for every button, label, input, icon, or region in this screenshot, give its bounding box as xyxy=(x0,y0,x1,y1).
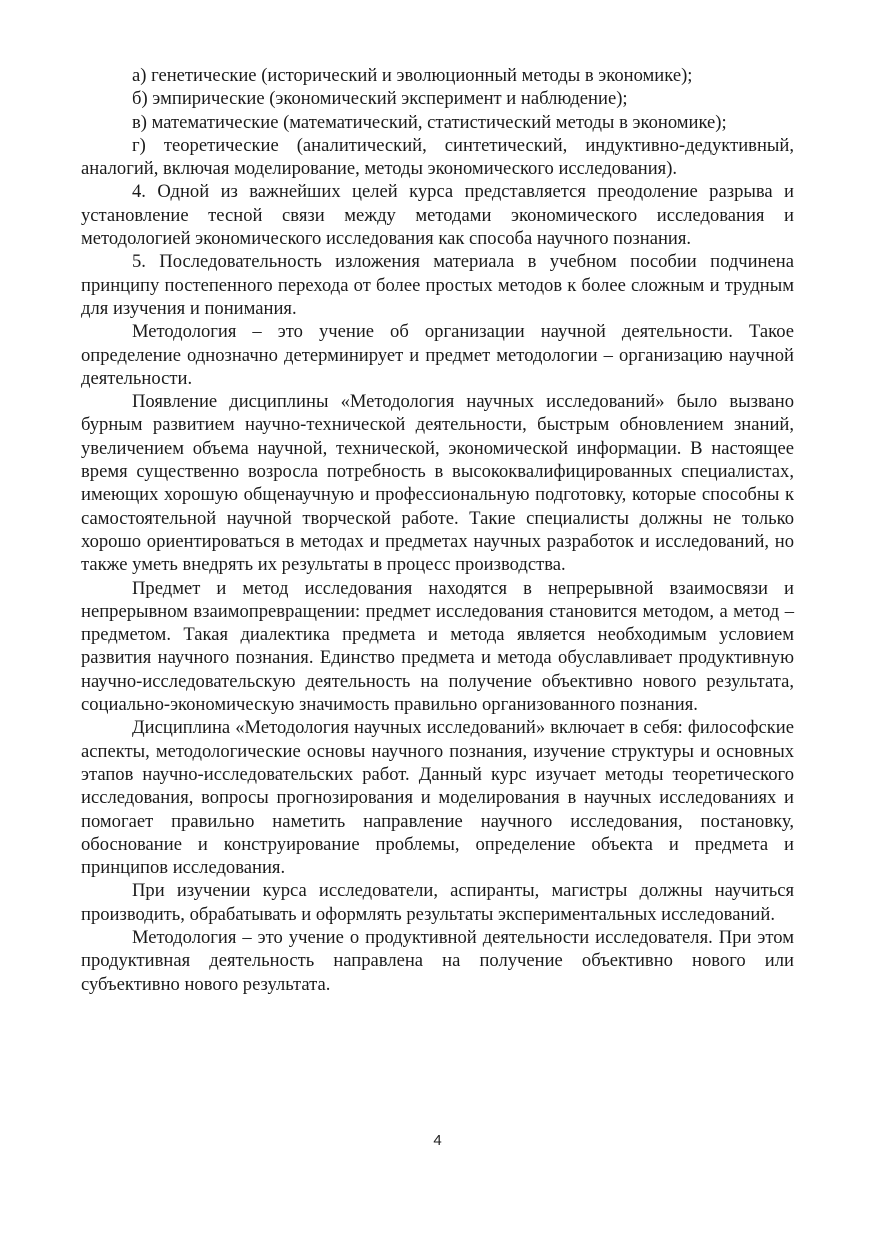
page-body xyxy=(81,64,794,996)
paragraph-discipline-content: Дисциплина «Методология научных исследований» включает в себя: философские аспекты, методологические основы научного познания, изучение структуры и основных этапов научно-исследовательских работ. Данный курс изучает методы теоретического исследования, вопросы прогнозирования и моделирования в научных исследованиях и помогает правильно наметить направление научного исследования, постановку, обоснование и конструирование проблемы, определение объекта и предмета и принципов исследования. xyxy=(81,717,794,879)
list-item-theoretical: г) теоретические (аналитический, синтетический, индуктивно-дедуктивный, аналогий, включая моделирование, методы экономического исследования). xyxy=(81,134,794,180)
list-item-genetic: а) генетические (исторический и эволюционный методы в экономике); xyxy=(132,65,693,86)
numbered-point-5: 5. Последовательность изложения материала в учебном пособии подчинена принципу постепенного перехода от более простых методов к более сложным и трудным для изучения и понимания. xyxy=(81,251,794,319)
paragraph-discipline-origin: Появление дисциплины «Методология научных исследований» было вызвано бурным развитием научно-технической деятельности, быстрым обновлением знаний, увеличением объема научной, технической, экономической информации. В настоящее время существенно возросла потребность в высококвалифицированных специалистах, имеющих хорошую общенаучную и профессиональную подготовку, которые способны к самостоятельной научной творческой работе. Такие специалисты должны не только хорошо ориентироваться в методах и предметах научных разработок и исследований, но также уметь внедрять их результаты в процесс производства. xyxy=(81,391,794,576)
paragraph-productive-activity: Методология – это учение о продуктивной деятельности исследователя. При этом продуктивная деятельность направлена на получение объективно нового или субъективно нового результата. xyxy=(81,926,794,995)
page-number: 4 xyxy=(433,1132,442,1149)
paragraph-subject-and-method: Предмет и метод исследования находятся в непрерывной взаимосвязи и непрерывном взаимопревращении: предмет исследования становится методом, а метод – предметом. Такая диалектика предмета и метода является необходимым условием развития научного познания. Единство предмета и метода обуславливает продуктивную научно-исследовательскую деятельность на получение объективно нового результата, социально-экономическую значимость правильно организованного познания. xyxy=(81,577,794,716)
list-item-mathematical: в) математические (математический, статистический методы в экономике); xyxy=(132,111,727,133)
list-item-empirical: б) эмпирические (экономический эксперимент и наблюдение); xyxy=(132,88,628,110)
paragraph-methodology-definition: Методология – это учение об организации научной деятельности. Такое определение однозначно детерминирует и предмет методологии – организацию научной деятельности. xyxy=(81,321,794,389)
numbered-point-4: 4. Одной из важнейших целей курса представляется преодоление разрыва и установление тесной связи между методами экономического исследования и методологией экономического исследования как способа научного познания. xyxy=(81,181,794,250)
paragraph-course-skills: При изучении курса исследователи, аспиранты, магистры должны научиться производить, обрабатывать и оформлять результаты экспериментальных исследований. xyxy=(81,880,794,925)
